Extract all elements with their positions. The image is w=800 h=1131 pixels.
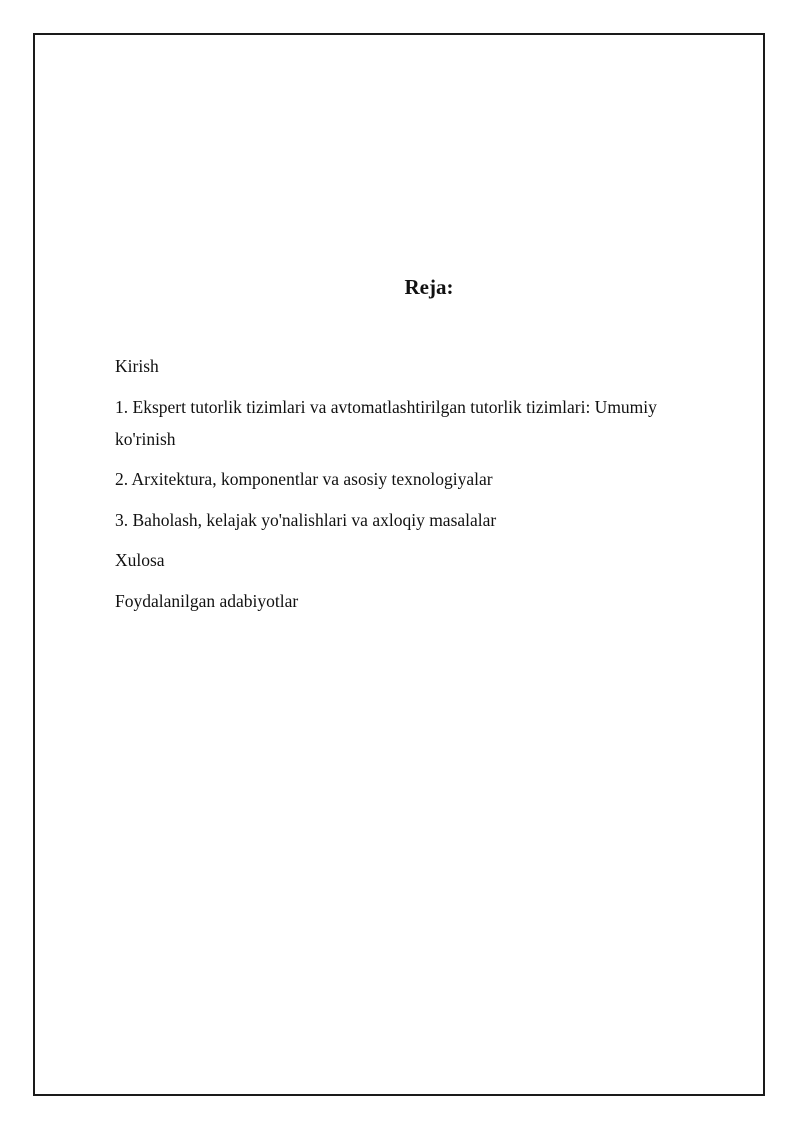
toc-item-introduction: Kirish [115,356,159,376]
page-title: Reja: [404,275,454,299]
toc-item-chapter-1: 1. Ekspert tutorlik tizimlari va avtomatlashtirilgan tutorlik tizimlari: Umumiy ko'rinish [115,396,657,449]
toc-item-conclusion: Xulosa [115,550,165,570]
toc-item-references: Foydalanilgan adabiyotlar [115,590,299,611]
toc-item-chapter-2: 2. Arxitektura, komponentlar va asosiy texnologiyalar [115,469,493,489]
table-of-contents [115,350,715,625]
toc-item-chapter-3: 3. Baholash, kelajak yo'nalishlari va axloqiy masalalar [115,509,497,530]
